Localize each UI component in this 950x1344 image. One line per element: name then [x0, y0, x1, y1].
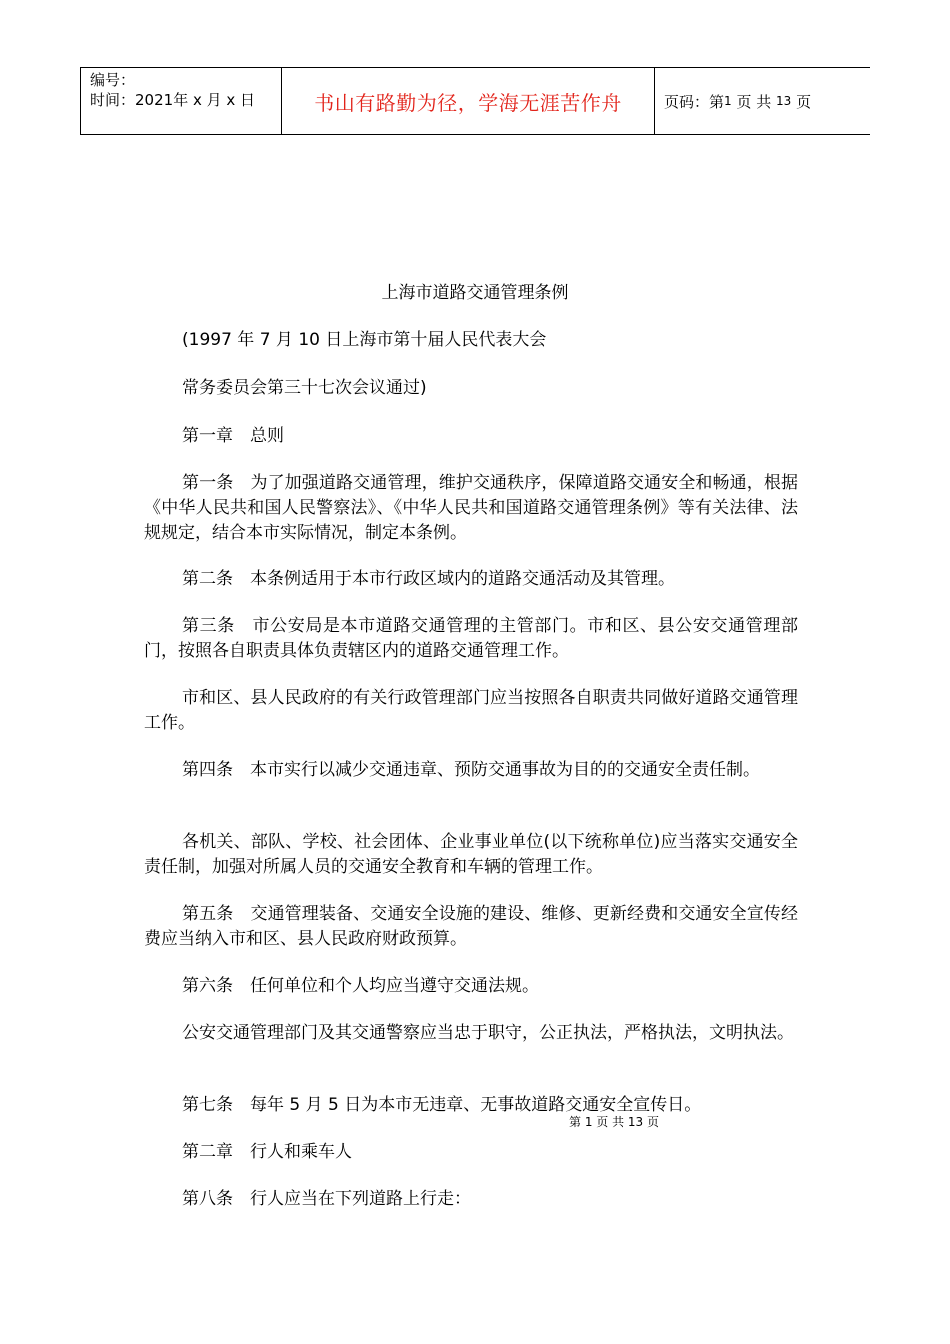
- article-4-para-2: 各机关、部队、学校、社会团体、企业事业单位(以下统称单位)应当落实交通安全责任制，加强对所属人员的交通安全教育和车辆的管理工作。: [144, 832, 798, 877]
- time-label: 时间：: [90, 91, 136, 109]
- number-label: 编号：: [90, 71, 136, 89]
- article-5: 第五条 交通管理装备、交通安全设施的建设、维修、更新经费和交通安全宣传经费应当纳入市和区、县人民政府财政预算。: [144, 904, 798, 949]
- page-number-cell: [655, 68, 870, 134]
- chapter-heading-1: 第一章 总则: [182, 426, 284, 446]
- chapter-heading-2: 第二章 行人和乘车人: [182, 1142, 352, 1162]
- header-table: [80, 67, 870, 135]
- time-rest: 年 x 月 x 日: [173, 91, 256, 109]
- article-1: 第一条 为了加强道路交通管理，维护交通秩序，保障道路交通安全和畅通，根据《中华人民共和国人民警察法》、《中华人民共和国道路交通管理条例》等有关法律、法规规定，结合本市实际情况，制定本条例。: [144, 473, 798, 543]
- page-total: 13: [776, 94, 792, 108]
- paragraph-adoption-date: (1997 年 7 月 10 日上海市第十届人民代表大会: [182, 330, 547, 350]
- motto-text: 书山有路勤为径，学海无涯苦作舟: [314, 90, 622, 115]
- motto-cell: [282, 68, 655, 134]
- article-4: 第四条 本市实行以减少交通违章、预防交通事故为目的的交通安全责任制。: [182, 760, 760, 780]
- document-title: 上海市道路交通管理条例: [381, 283, 569, 303]
- header-meta-cell: [81, 68, 282, 134]
- article-3-para-2: 市和区、县人民政府的有关行政管理部门应当按照各自职责共同做好道路交通管理工作。: [144, 688, 798, 733]
- article-3: 第三条 市公安局是本市道路交通管理的主管部门。市和区、县公安交通管理部门，按照各自职责具体负责辖区内的道路交通管理工作。: [144, 616, 798, 661]
- page-prefix: 页码：第: [664, 92, 725, 111]
- page-mid: 页 共: [736, 92, 772, 111]
- paragraph-adoption-body: 常务委员会第三十七次会议通过): [182, 378, 427, 398]
- article-8: 第八条 行人应当在下列道路上行走：: [182, 1189, 471, 1209]
- article-6-para-2: 公安交通管理部门及其交通警察应当忠于职守，公正执法，严格执法，文明执法。: [182, 1023, 794, 1043]
- page-suffix: 页: [796, 92, 812, 111]
- page-current: 1: [724, 94, 732, 108]
- article-7: 第七条 每年 5 月 5 日为本市无违章、无事故道路交通安全宣传日。: [182, 1095, 702, 1115]
- time-year: 2021: [135, 91, 174, 109]
- page-footer: 第 1 页 共 13 页: [569, 1115, 659, 1129]
- article-2: 第二条 本条例适用于本市行政区域内的道路交通活动及其管理。: [182, 569, 675, 589]
- article-6: 第六条 任何单位和个人均应当遵守交通法规。: [182, 976, 539, 996]
- time-line: [90, 90, 281, 110]
